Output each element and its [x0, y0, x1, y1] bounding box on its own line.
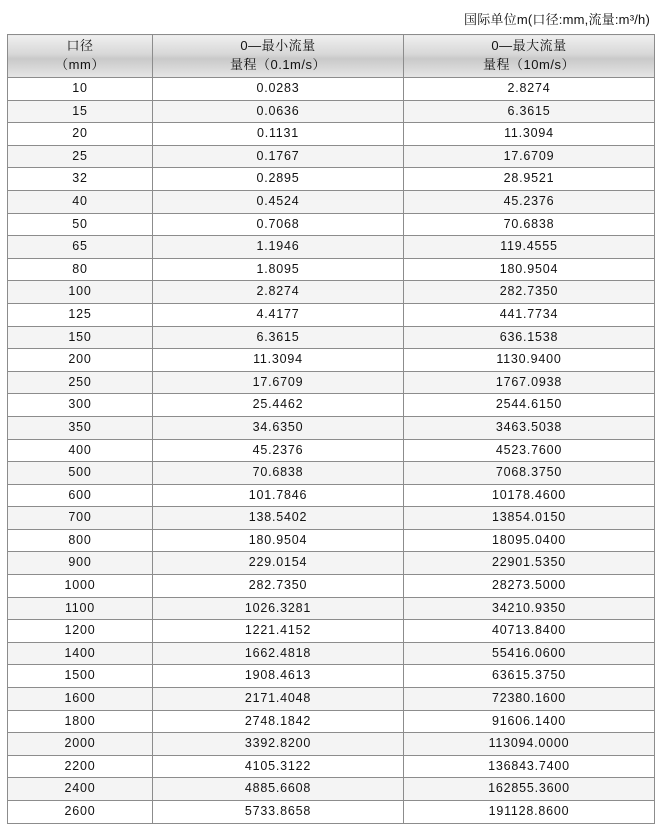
- cell-max-flow: 282.7350: [404, 281, 655, 304]
- cell-min-flow: 5733.8658: [153, 801, 404, 824]
- cell-max-flow: 11.3094: [404, 123, 655, 146]
- table-row: [8, 123, 655, 146]
- column-header-diameter-line2: （mm）: [55, 57, 105, 72]
- column-header-min-flow-line1: 0—最小流量: [240, 38, 316, 54]
- cell-min-flow: 138.5402: [153, 507, 404, 530]
- table-row: [8, 597, 655, 620]
- cell-max-flow: 2.8274: [404, 78, 655, 101]
- table-row: [8, 575, 655, 598]
- table-row: [8, 416, 655, 439]
- cell-max-flow: 636.1538: [404, 326, 655, 349]
- cell-diameter: 400: [8, 439, 153, 462]
- cell-min-flow: 1.8095: [153, 258, 404, 281]
- cell-diameter: 2200: [8, 755, 153, 778]
- table-row: [8, 710, 655, 733]
- cell-max-flow: 45.2376: [404, 190, 655, 213]
- cell-diameter: 800: [8, 529, 153, 552]
- cell-max-flow: 72380.1600: [404, 688, 655, 711]
- table-header: [8, 35, 655, 78]
- cell-diameter: 1100: [8, 597, 153, 620]
- cell-diameter: 500: [8, 462, 153, 485]
- cell-max-flow: 28.9521: [404, 168, 655, 191]
- cell-max-flow: 1130.9400: [404, 349, 655, 372]
- cell-min-flow: 0.1131: [153, 123, 404, 146]
- cell-min-flow: 3392.8200: [153, 733, 404, 756]
- table-body: [8, 78, 655, 824]
- table-row: [8, 371, 655, 394]
- cell-max-flow: 22901.5350: [404, 552, 655, 575]
- table-row: [8, 755, 655, 778]
- cell-diameter: 50: [8, 213, 153, 236]
- cell-diameter: 100: [8, 281, 153, 304]
- table-row: [8, 168, 655, 191]
- flow-range-table: [7, 34, 655, 824]
- cell-max-flow: 55416.0600: [404, 642, 655, 665]
- table-row: [8, 552, 655, 575]
- cell-max-flow: 18095.0400: [404, 529, 655, 552]
- cell-diameter: 1500: [8, 665, 153, 688]
- cell-diameter: 20: [8, 123, 153, 146]
- cell-min-flow: 4885.6608: [153, 778, 404, 801]
- cell-min-flow: 180.9504: [153, 529, 404, 552]
- cell-min-flow: 34.6350: [153, 416, 404, 439]
- column-header-max-flow-line1: 0—最大流量: [491, 38, 567, 54]
- cell-max-flow: 191128.8600: [404, 801, 655, 824]
- cell-diameter: 2000: [8, 733, 153, 756]
- cell-max-flow: 3463.5038: [404, 416, 655, 439]
- cell-min-flow: 0.2895: [153, 168, 404, 191]
- column-header-min-flow-line2: 量程（0.1m/s）: [229, 57, 326, 72]
- cell-min-flow: 0.1767: [153, 145, 404, 168]
- cell-diameter: 300: [8, 394, 153, 417]
- cell-min-flow: 45.2376: [153, 439, 404, 462]
- cell-max-flow: 13854.0150: [404, 507, 655, 530]
- table-row: [8, 281, 655, 304]
- cell-diameter: 125: [8, 303, 153, 326]
- table-header-row: [8, 35, 655, 78]
- table-row: [8, 733, 655, 756]
- cell-max-flow: 91606.1400: [404, 710, 655, 733]
- cell-diameter: 2400: [8, 778, 153, 801]
- cell-diameter: 200: [8, 349, 153, 372]
- table-row: [8, 303, 655, 326]
- table-row: [8, 801, 655, 824]
- cell-diameter: 80: [8, 258, 153, 281]
- table-row: [8, 190, 655, 213]
- cell-diameter: 1800: [8, 710, 153, 733]
- cell-min-flow: 101.7846: [153, 484, 404, 507]
- table-row: [8, 394, 655, 417]
- cell-min-flow: 282.7350: [153, 575, 404, 598]
- table-caption: 国际单位m(口径:mm,流量:m³/h): [464, 12, 650, 27]
- cell-diameter: 900: [8, 552, 153, 575]
- cell-min-flow: 229.0154: [153, 552, 404, 575]
- cell-diameter: 1600: [8, 688, 153, 711]
- cell-max-flow: 10178.4600: [404, 484, 655, 507]
- cell-max-flow: 180.9504: [404, 258, 655, 281]
- table-row: [8, 439, 655, 462]
- column-header-max-flow: [404, 35, 655, 78]
- cell-max-flow: 40713.8400: [404, 620, 655, 643]
- cell-diameter: 40: [8, 190, 153, 213]
- table-row: [8, 462, 655, 485]
- cell-min-flow: 70.6838: [153, 462, 404, 485]
- cell-diameter: 2600: [8, 801, 153, 824]
- cell-diameter: 10: [8, 78, 153, 101]
- cell-diameter: 32: [8, 168, 153, 191]
- table-row: [8, 100, 655, 123]
- table-row: [8, 484, 655, 507]
- cell-diameter: 65: [8, 236, 153, 259]
- cell-min-flow: 6.3615: [153, 326, 404, 349]
- cell-max-flow: 63615.3750: [404, 665, 655, 688]
- cell-min-flow: 2171.4048: [153, 688, 404, 711]
- table-row: [8, 642, 655, 665]
- cell-min-flow: 2748.1842: [153, 710, 404, 733]
- cell-diameter: 600: [8, 484, 153, 507]
- cell-max-flow: 113094.0000: [404, 733, 655, 756]
- table-row: [8, 507, 655, 530]
- cell-max-flow: 119.4555: [404, 236, 655, 259]
- cell-diameter: 1000: [8, 575, 153, 598]
- cell-min-flow: 11.3094: [153, 349, 404, 372]
- table-row: [8, 213, 655, 236]
- table-row: [8, 326, 655, 349]
- cell-min-flow: 17.6709: [153, 371, 404, 394]
- cell-min-flow: 0.4524: [153, 190, 404, 213]
- cell-max-flow: 136843.7400: [404, 755, 655, 778]
- cell-min-flow: 4105.3122: [153, 755, 404, 778]
- table-row: [8, 145, 655, 168]
- column-header-diameter: [8, 35, 153, 78]
- cell-diameter: 250: [8, 371, 153, 394]
- table-row: [8, 258, 655, 281]
- cell-diameter: 700: [8, 507, 153, 530]
- cell-diameter: 15: [8, 100, 153, 123]
- cell-min-flow: 0.0283: [153, 78, 404, 101]
- column-header-min-flow: [153, 35, 404, 78]
- cell-max-flow: 4523.7600: [404, 439, 655, 462]
- cell-diameter: 350: [8, 416, 153, 439]
- cell-min-flow: 0.7068: [153, 213, 404, 236]
- cell-diameter: 150: [8, 326, 153, 349]
- table-row: [8, 529, 655, 552]
- cell-min-flow: 1662.4818: [153, 642, 404, 665]
- cell-max-flow: 162855.3600: [404, 778, 655, 801]
- table-row: [8, 349, 655, 372]
- column-header-diameter-line1: 口径: [66, 38, 94, 54]
- table-row: [8, 620, 655, 643]
- column-header-max-flow-line2: 量程（10m/s）: [483, 57, 575, 72]
- cell-max-flow: 2544.6150: [404, 394, 655, 417]
- cell-min-flow: 0.0636: [153, 100, 404, 123]
- cell-diameter: 25: [8, 145, 153, 168]
- cell-min-flow: 1908.4613: [153, 665, 404, 688]
- cell-max-flow: 6.3615: [404, 100, 655, 123]
- table-row: [8, 665, 655, 688]
- cell-min-flow: 1221.4152: [153, 620, 404, 643]
- cell-min-flow: 1026.3281: [153, 597, 404, 620]
- cell-max-flow: 28273.5000: [404, 575, 655, 598]
- cell-max-flow: 441.7734: [404, 303, 655, 326]
- cell-max-flow: 70.6838: [404, 213, 655, 236]
- cell-min-flow: 1.1946: [153, 236, 404, 259]
- cell-min-flow: 25.4462: [153, 394, 404, 417]
- table-row: [8, 688, 655, 711]
- cell-min-flow: 2.8274: [153, 281, 404, 304]
- cell-min-flow: 4.4177: [153, 303, 404, 326]
- cell-diameter: 1400: [8, 642, 153, 665]
- cell-diameter: 1200: [8, 620, 153, 643]
- table-row: [8, 78, 655, 101]
- cell-max-flow: 1767.0938: [404, 371, 655, 394]
- cell-max-flow: 34210.9350: [404, 597, 655, 620]
- table-row: [8, 236, 655, 259]
- cell-max-flow: 7068.3750: [404, 462, 655, 485]
- cell-max-flow: 17.6709: [404, 145, 655, 168]
- table-row: [8, 778, 655, 801]
